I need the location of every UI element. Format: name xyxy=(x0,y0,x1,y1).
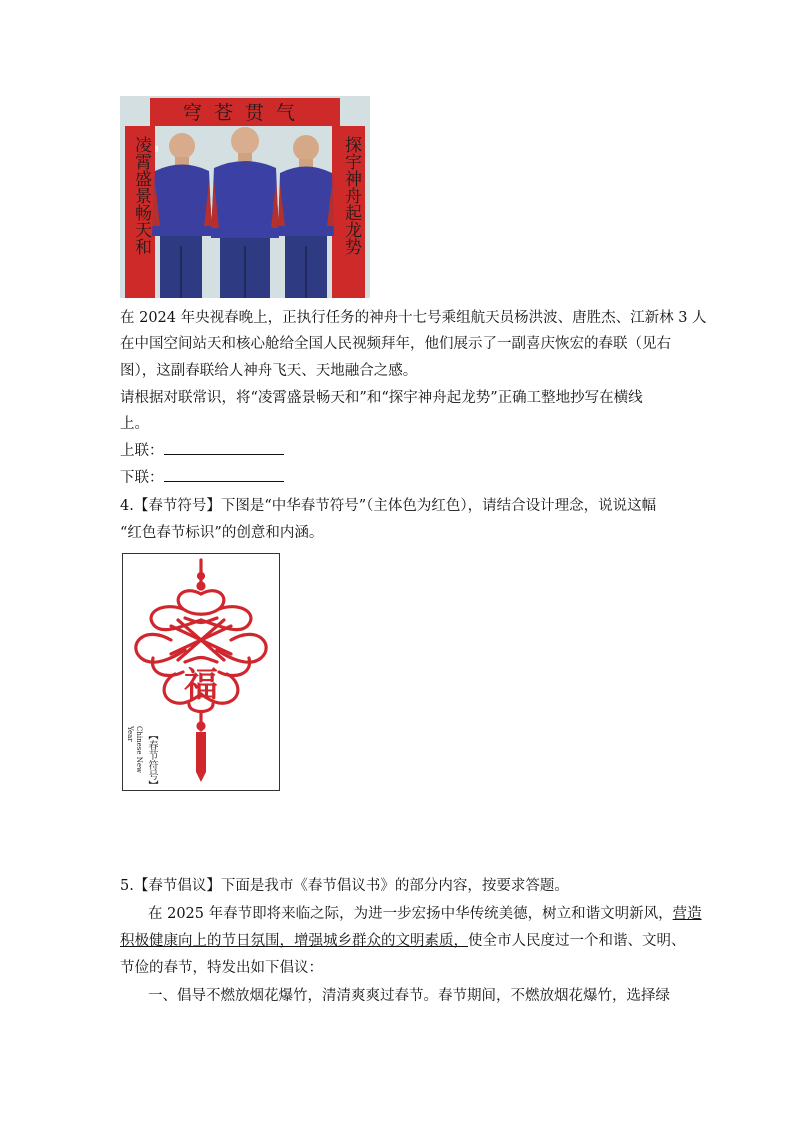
question-5-line-3 xyxy=(120,931,686,951)
upper-couplet-answer xyxy=(120,440,284,461)
question-5-underlined-text: 积极健康向上的节日氛围，增强城乡群众的文明素质， xyxy=(120,933,468,949)
upper-couplet-blank[interactable] xyxy=(164,440,284,455)
paragraph-line-3: 图），这副春联给人神舟飞天、天地融合之感。 xyxy=(120,363,418,379)
lower-couplet-label: 下联： xyxy=(120,470,164,486)
paragraph-line-5: 上。 xyxy=(120,416,149,432)
question-5-line-1: 5.【春节倡议】下面是我市《春节倡议书》的部分内容，按要求答题。 xyxy=(120,878,569,894)
lower-couplet-blank[interactable] xyxy=(164,467,284,482)
question-5-line-2-text: 在 2025 年春节即将来临之际，为进一步宏扬中华传统美德，树立和谐文明新风， xyxy=(148,906,673,922)
question-4-line-1: 4.【春节符号】下图是“中华春节符号”（主体色为红色），请结合设计理念，说说这幅 xyxy=(120,498,657,514)
question-5-line-5: 一、倡导不燃放烟花爆竹，清清爽爽过春节。春节期间，不燃放烟花爆竹，选择绿 xyxy=(148,988,670,1004)
astronaut-photo xyxy=(120,96,370,298)
logo-english-text: Chinese New Year xyxy=(126,726,143,773)
question-5-line-3-text: 使全市人民度过一个和谐、文明、 xyxy=(468,933,686,949)
spring-festival-logo xyxy=(122,553,280,791)
question-5-line-4: 节俭的春节，特发出如下倡议： xyxy=(120,960,323,976)
photo-banner-text: 穹苍贯气 xyxy=(182,102,308,124)
paragraph-line-2: 在中国空间站天和核心舱给全国人民视频拜年，他们展示了一副喜庆恢宏的春联（见右 xyxy=(120,336,671,352)
question-4-line-2: “红色春节标识”的创意和内涵。 xyxy=(120,525,324,541)
right-couplet-text: 探宇神舟起龙势 xyxy=(341,136,361,255)
lower-couplet-answer xyxy=(120,467,284,488)
question-5-underlined-start: 营造 xyxy=(672,906,702,922)
paragraph-line-4: 请根据对联常识，将“凌霄盛景畅天和”和“探宇神舟起龙势”正确工整地抄写在横线 xyxy=(120,390,643,406)
question-5-line-2 xyxy=(148,904,702,924)
paragraph-line-1: 在 2024 年央视春晚上，正执行任务的神舟十七号乘组航天员杨洪波、唐胜杰、江新林 3 人 xyxy=(120,310,707,326)
left-couplet-text: 凌霄盛景畅天和 xyxy=(131,136,151,255)
upper-couplet-label: 上联： xyxy=(120,443,164,459)
fu-character: 福 xyxy=(184,665,218,705)
logo-stamp-text: 【春节符号】 xyxy=(146,730,157,790)
